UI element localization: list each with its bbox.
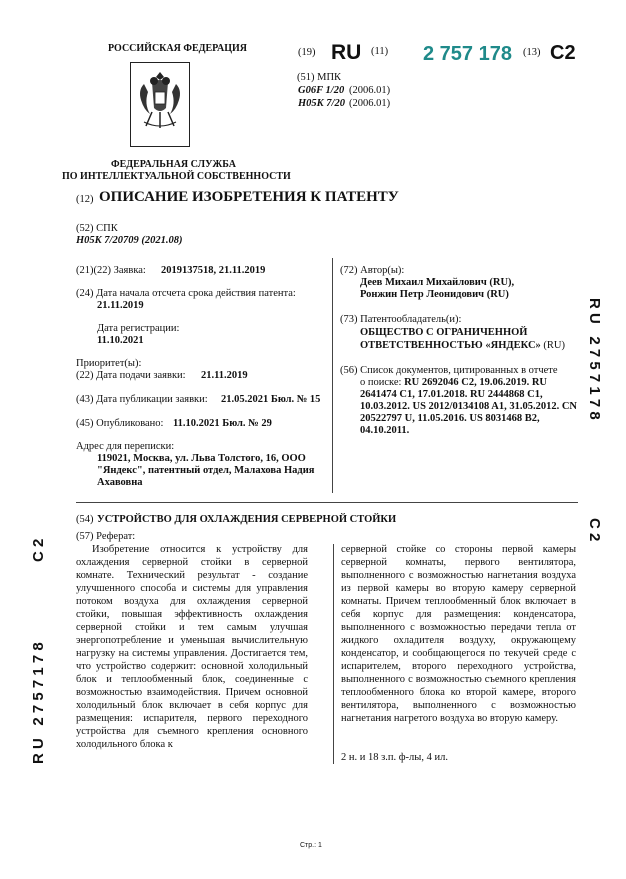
- cited-label-1: (56) Список документов, цитированных в отчете: [340, 365, 558, 376]
- document-title: ОПИСАНИЕ ИЗОБРЕТЕНИЯ К ПАТЕНТУ: [99, 189, 399, 205]
- cited-line-4: 20522797 U, 11.05.2016. US 8031468 B2,: [360, 413, 540, 424]
- priority-label: Приоритет(ы):: [76, 358, 142, 369]
- abstract-divider: [333, 544, 334, 764]
- application-value: 2019137518, 21.11.2019: [161, 265, 266, 276]
- owner-name: ОТВЕТСТВЕННОСТЬЮ «ЯНДЕКС»: [360, 340, 541, 351]
- coat-of-arms-icon: [130, 62, 190, 147]
- patent-number: 2 757 178: [423, 43, 512, 65]
- cited-label-2: о поиске:: [360, 377, 402, 388]
- address-line-3: Ахавовна: [97, 477, 143, 488]
- cited-line-2: 2641474 C1, 17.01.2018. RU 2444868 C1,: [360, 389, 543, 400]
- address-line-1: 119021, Москва, ул. Льва Толстого, 16, ООО: [97, 453, 306, 464]
- code-13: (13): [523, 47, 541, 58]
- section-divider: [76, 502, 578, 503]
- agency-line-1: ФЕДЕРАЛЬНАЯ СЛУЖБА: [111, 159, 236, 170]
- publication-label: (43) Дата публикации заявки:: [76, 394, 208, 405]
- spk-value: H05K 7/20709 (2021.08): [76, 235, 183, 246]
- mpk-label: (51) МПК: [297, 72, 342, 83]
- mpk-class-1: G06F 1/20: [298, 85, 345, 96]
- code-19: (19): [298, 47, 316, 58]
- code-11: (11): [371, 46, 389, 57]
- mpk-year-2: (2006.01): [349, 98, 391, 109]
- abstract-label: (57) Реферат:: [76, 531, 136, 542]
- address-line-2: "Яндекс", патентный отдел, Малахова Надия: [97, 465, 315, 476]
- cited-line-3: 10.03.2012. US 2012/0134108 A1, 31.05.2012. CN: [360, 401, 578, 412]
- registration-label: Дата регистрации:: [97, 323, 180, 334]
- application-label: (21)(22) Заявка:: [76, 265, 146, 276]
- published-value: 11.10.2021 Бюл. № 29: [173, 418, 272, 429]
- abstract-left: Изобретение относится к устройству для охлаждения серверной стойки в серверной комнате. Технический результат - создание улучшенного способа и системы для управления потоком воздуха для охлаждения серверной стойки, повышая эффективность охлаждения серверной стойки и тем самым улучшая энергопотребление и уменьшая вычислительную нагрузку на системы управления. Достигается тем, что устройство содержит: основной холодильный блок и теплообменный блок, соединенные с возможностью взаимодействия. Причем основной холодильный блок включает в себя корпус для размещения: испарителя, первого переходного устройства для съемного крепления основного холодильного блока к: [76, 544, 308, 750]
- mpk-class-2: H05K 7/20: [298, 98, 345, 109]
- owner-line-1: ОБЩЕСТВО С ОГРАНИЧЕННОЙ: [360, 327, 528, 338]
- page-number: Стр.: 1: [300, 842, 322, 849]
- abstract-right: серверной стойке со стороны первой камеры серверной комнаты, первого вентилятора, выполненного с возможностью нагнетания воздуха из первой камеры во вторую камеру серверной комнаты. Причем теплообменный блок включает в себя корпус для размещения: конденсатора, выполненного с возможностью передачи тепла от жидкого охладителя воздуху, окружающему конденсатор, и сообщающегося по текучей среде с испарителем, второго переходного устройства, выполненного с возможностью съемного крепления теплообменного блока ко второй камере, второго вентилятора, выполненного с возможностью нагнетания нагретого воздуха во вторую камеру.: [341, 544, 576, 724]
- margin-right-kind: C 2: [586, 518, 603, 542]
- mpk-year-1: (2006.01): [349, 85, 391, 96]
- owner-country: (RU): [540, 340, 566, 351]
- published-label: (45) Опубликовано:: [76, 418, 164, 429]
- address-label: Адрес для переписки:: [76, 441, 175, 452]
- cited-line-5: 04.10.2011.: [360, 425, 410, 436]
- claims-summary: 2 н. и 18 з.п. ф-лы, 4 ил.: [341, 752, 448, 763]
- margin-left-number: R U 2 7 5 7 1 7 8: [30, 642, 47, 764]
- authors-label: (72) Автор(ы):: [340, 265, 405, 276]
- filing-value: 21.11.2019: [201, 370, 248, 381]
- author-1: Деев Михаил Михайлович (RU),: [360, 277, 515, 288]
- registration-value: 11.10.2021: [97, 335, 144, 346]
- owner-line-2: [360, 339, 565, 352]
- patent-kind: C2: [550, 42, 576, 64]
- country-name: РОССИЙСКАЯ ФЕДЕРАЦИЯ: [108, 43, 248, 54]
- margin-left-kind: C 2: [30, 538, 47, 562]
- margin-right-number: R U 2 7 5 7 1 7 8: [586, 298, 603, 420]
- owner-label: (73) Патентообладатель(и):: [340, 314, 462, 325]
- code-12: (12): [76, 194, 94, 205]
- start-date-value: 21.11.2019: [97, 300, 144, 311]
- start-date-label: (24) Дата начала отсчета срока действия патента:: [76, 288, 296, 299]
- country-code-ru: RU: [331, 41, 362, 64]
- publication-value: 21.05.2021 Бюл. № 15: [221, 394, 321, 405]
- invention-title: УСТРОЙСТВО ДЛЯ ОХЛАЖДЕНИЯ СЕРВЕРНОЙ СТОЙКИ: [97, 514, 397, 525]
- agency-line-2: ПО ИНТЕЛЛЕКТУАЛЬНОЙ СОБСТВЕННОСТИ: [62, 171, 291, 182]
- filing-label: (22) Дата подачи заявки:: [76, 370, 186, 381]
- title-code: (54): [76, 514, 94, 525]
- spk-label: (52) СПК: [76, 223, 118, 234]
- author-2: Ронжин Петр Леонидович (RU): [360, 289, 509, 300]
- column-divider: [332, 258, 333, 493]
- cited-doc-1: RU 2692046 C2, 19.06.2019. RU: [404, 377, 547, 388]
